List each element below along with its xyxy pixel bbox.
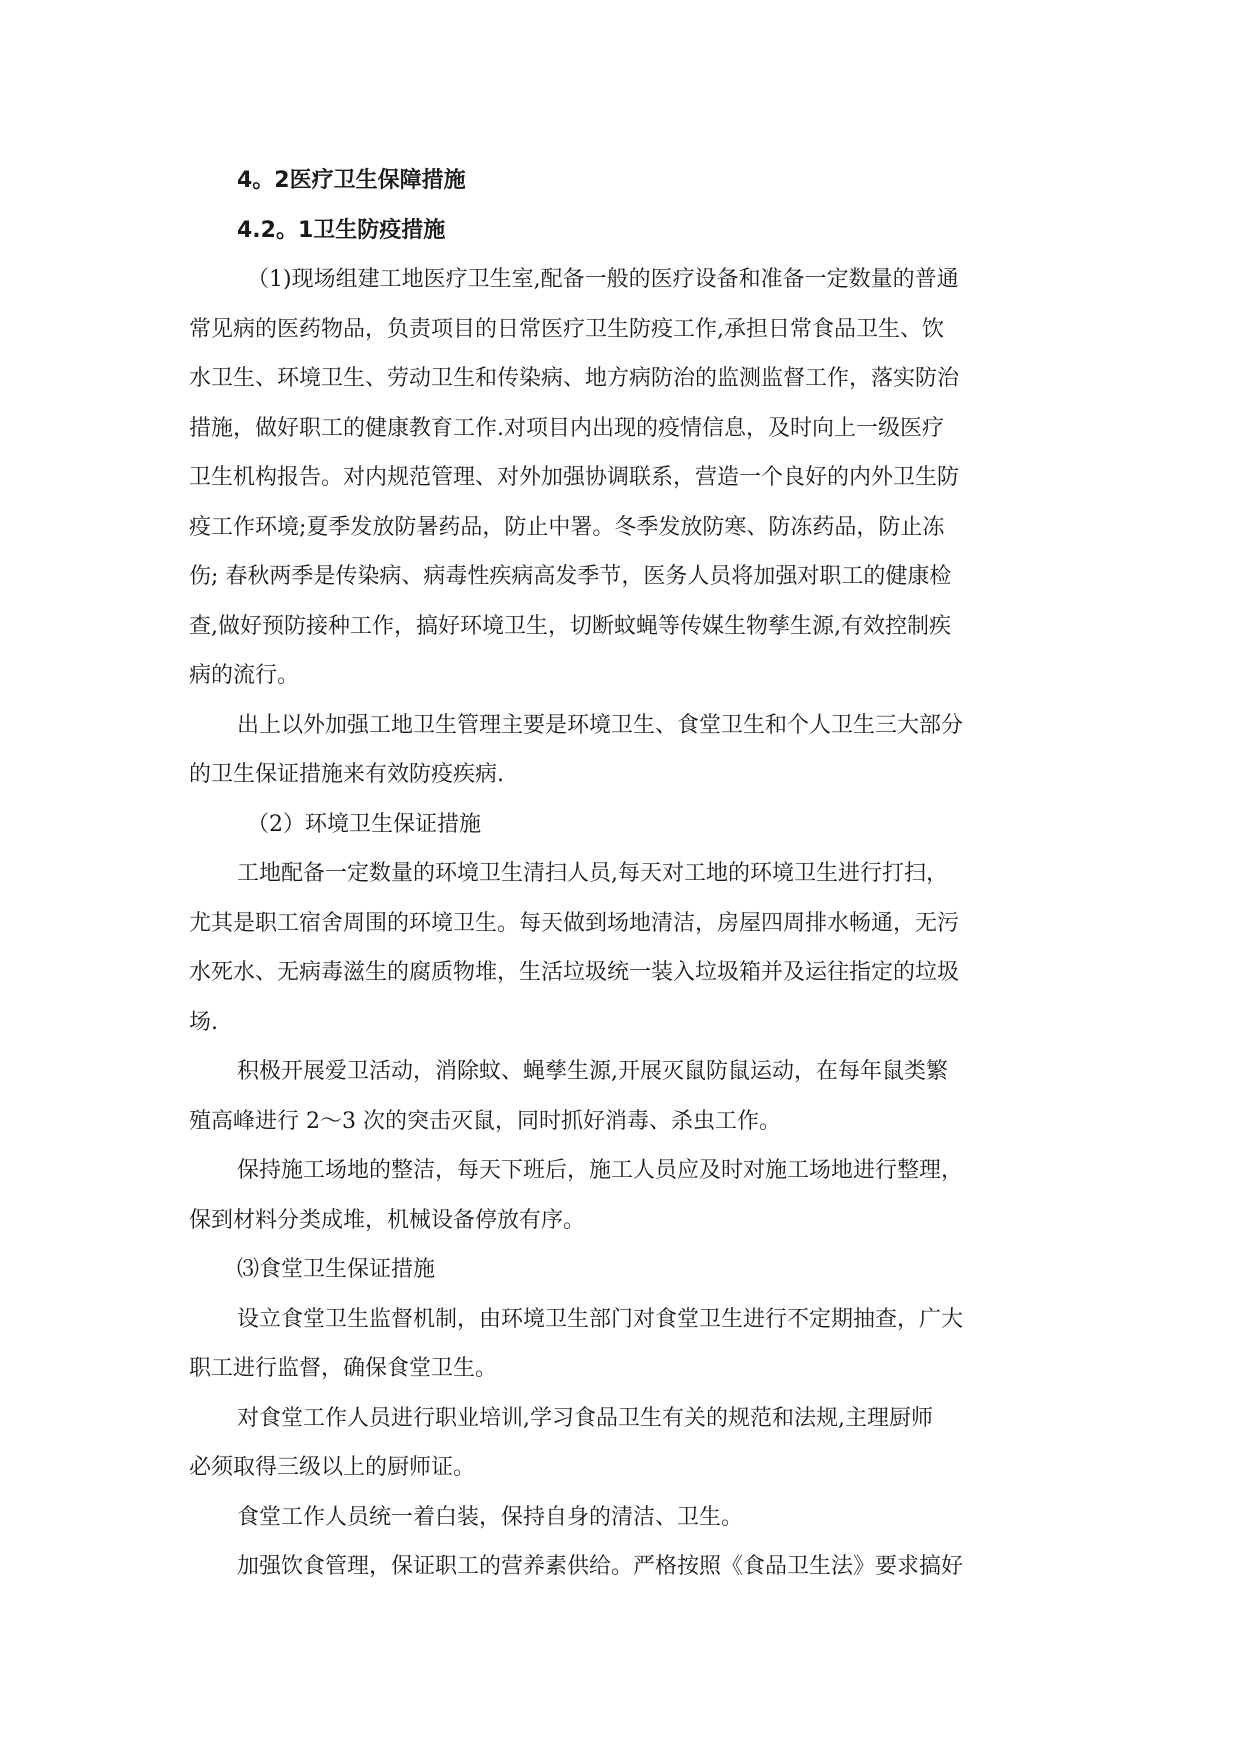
paragraph-8 — [189, 1493, 1059, 1543]
text-line: 必须取得三级以上的厨师证。 — [189, 1455, 476, 1480]
text-line: 食堂工作人员统一着白装，保持自身的清洁、卫生。 — [237, 1504, 744, 1530]
text-line: 场. — [189, 1009, 218, 1035]
text-line: 卫生机构报告。对内规范管理、对外加强协调联系，营造一个良好的内外卫生防 — [189, 465, 960, 490]
text-line: 职工进行监督，确保食堂卫生。 — [189, 1356, 498, 1381]
text-line: 的卫生保证措施来有效防疫疾病. — [189, 762, 504, 787]
paragraph-9 — [189, 1542, 1059, 1592]
text-line: 查,做好预防接种工作，搞好环境卫生，切断蚊蝇等传媒生物孳生源,有效控制疾 — [189, 613, 951, 639]
text-line: 加强饮食管理，保证职工的营养素供给。严格按照《食品卫生法》要求搞好 — [237, 1554, 964, 1579]
paragraph-2 — [189, 701, 1059, 800]
section-heading-4-2-1: 4.2。1卫生防疫措施 — [237, 217, 446, 243]
text-line: 疫工作环境;夏季发放防暑药品，防止中署。冬季发放防寒、防冻药品，防止冻 — [189, 514, 945, 540]
paragraph-6 — [189, 1295, 1059, 1394]
paragraph-3 — [189, 849, 1059, 1047]
text-line: 水卫生、环境卫生、劳动卫生和传染病、地方病防治的监测监督工作，落实防治 — [189, 366, 960, 391]
text-line: 对食堂工作人员进行职业培训,学习食品卫生有关的规范和法规,主理厨师 — [237, 1405, 933, 1431]
text-line: 设立食堂卫生监督机制，由环境卫生部门对食堂卫生进行不定期抽查，广大 — [237, 1306, 964, 1332]
paragraph-7 — [189, 1394, 1059, 1493]
text-line: 措施，做好职工的健康教育工作.对项目内出现的疫情信息，及时向上一级医疗 — [189, 415, 944, 441]
paragraph-1 — [189, 255, 1059, 701]
text-line: 积极开展爱卫活动，消除蚊、蝇孳生源,开展灭鼠防鼠运动，在每年鼠类繁 — [237, 1059, 948, 1084]
text-line: 殖高峰进行 2～3 次的突击灭鼠，同时抓好消毒、杀虫工作。 — [189, 1108, 781, 1134]
text-line: 常见病的医药物品，负责项目的日常医疗卫生防疫工作,承担日常食品卫生、饮 — [189, 316, 944, 342]
document-body — [189, 156, 1059, 1592]
text-line: 出上以外加强工地卫生管理主要是环境卫生、食堂卫生和个人卫生三大部分 — [237, 712, 964, 738]
paragraph-5 — [189, 1146, 1059, 1245]
text-line: 尤其是职工宿舍周围的环境卫生。每天做到场地清洁，房屋四周排水畅通，无污 — [189, 910, 960, 936]
text-line: （1)现场组建工地医疗卫生室,配备一般的医疗设备和准备一定数量的普通 — [247, 267, 959, 292]
paragraph-4 — [189, 1047, 1059, 1146]
text-line: 保到材料分类成堆，机械设备停放有序。 — [189, 1207, 586, 1233]
section-heading-4-2: 4。2医疗卫生保障措施 — [237, 168, 466, 193]
sub-heading-canteen: ⑶食堂卫生保证措施 — [237, 1257, 436, 1282]
text-line: 水死水、无病毒滋生的腐质物堆，生活垃圾统一装入垃圾箱并及运往指定的垃圾 — [189, 960, 960, 985]
text-line: 保持施工场地的整洁，每天下班后，施工人员应及时对施工场地进行整理， — [237, 1158, 964, 1183]
text-line: 工地配备一定数量的环境卫生清扫人员,每天对工地的环境卫生进行打扫， — [237, 861, 948, 886]
text-line: 病的流行。 — [189, 663, 300, 688]
sub-heading-environment: （2）环境卫生保证措施 — [247, 811, 481, 837]
text-line: 伤; 春秋两季是传染病、病毒性疾病高发季节，医务人员将加强对职工的健康检 — [189, 564, 952, 589]
